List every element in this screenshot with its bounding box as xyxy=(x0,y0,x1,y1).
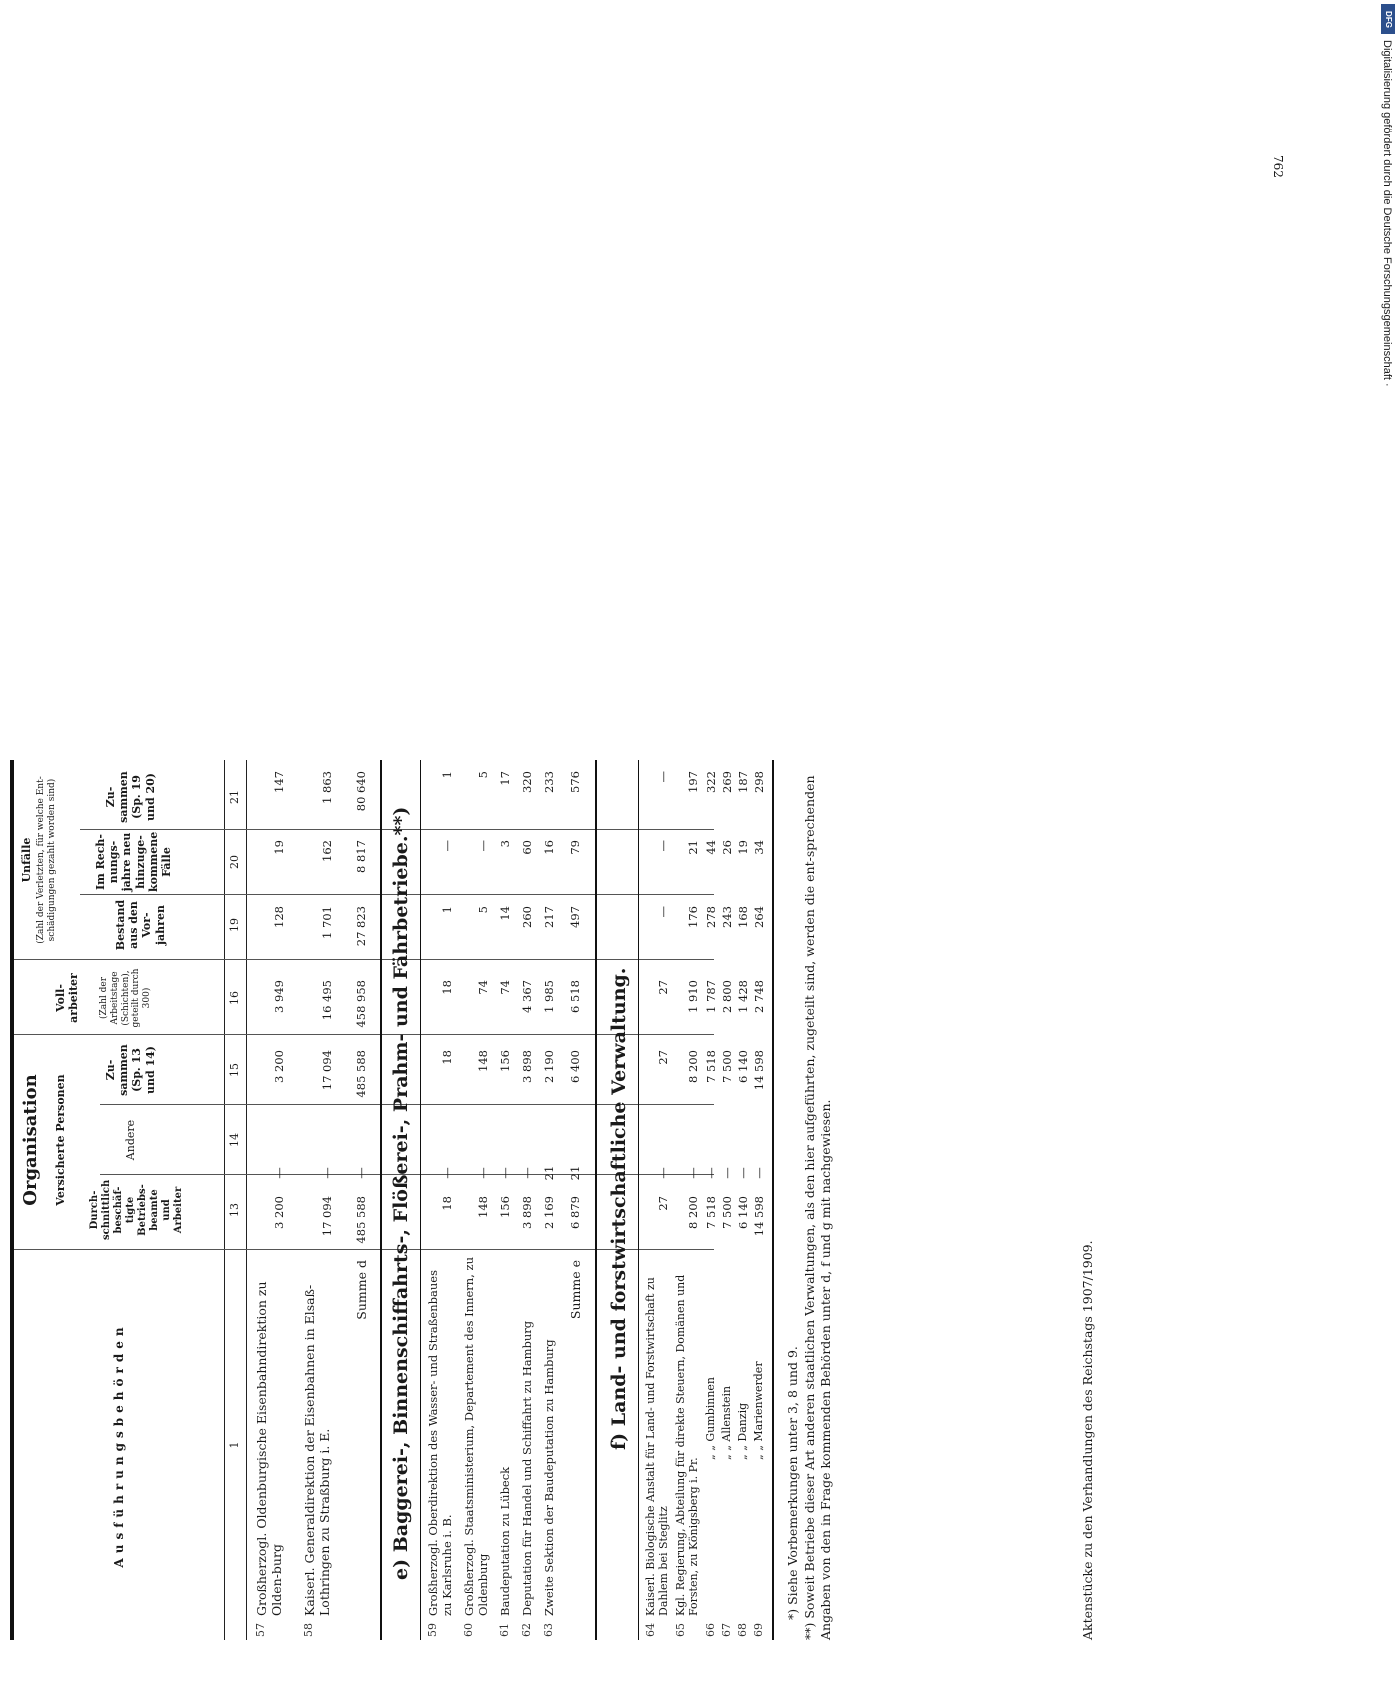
cell-c21: 80 640 xyxy=(354,771,368,812)
colnum-21: 21 xyxy=(228,790,241,804)
row-number: 65 xyxy=(674,1623,687,1637)
cell-c15: 6 140 xyxy=(736,1050,750,1083)
cell-c20: 19 xyxy=(272,840,286,855)
cell-c14: — xyxy=(498,1167,512,1179)
row-label: Deputation für Handel und Schiffahrt zu Hamburg xyxy=(520,1320,534,1616)
cell-c21: 197 xyxy=(686,771,700,793)
row-number: 63 xyxy=(542,1623,555,1637)
cell-c13: 485 588 xyxy=(354,1196,368,1244)
cell-c14: — xyxy=(440,1167,454,1179)
table-row xyxy=(424,760,458,1640)
section-e-top-rule xyxy=(420,760,421,1640)
colnum-15: 15 xyxy=(228,1063,241,1077)
cell-c14: — xyxy=(686,1167,700,1179)
row-number: 66 xyxy=(704,1623,717,1637)
cell-c13: 3 898 xyxy=(520,1196,534,1229)
cell-c20: 16 xyxy=(542,840,556,855)
cell-c15: 7 500 xyxy=(720,1050,734,1083)
cell-c16: 74 xyxy=(476,980,490,995)
table-row xyxy=(752,760,768,1640)
cell-c19: 176 xyxy=(686,906,700,928)
cell-c21: 320 xyxy=(520,771,534,793)
row-number: 59 xyxy=(426,1623,439,1637)
col-header-16: (Zahl der Arbeitstage (Schichten), geteilt durch 300) xyxy=(99,968,153,1028)
colnum-14: 14 xyxy=(228,1133,241,1147)
cell-c13: 156 xyxy=(498,1196,512,1218)
cell-c14: — xyxy=(720,1167,734,1179)
section-f-top-rule xyxy=(638,760,639,1640)
cell-c20: 8 817 xyxy=(354,840,368,873)
section-e-bottom-rule xyxy=(595,760,597,1640)
cell-c19: — xyxy=(656,906,670,918)
cell-c21: 147 xyxy=(272,771,286,793)
cell-c14: — xyxy=(656,1167,670,1179)
cell-c15: 156 xyxy=(498,1050,512,1072)
cell-c14: — xyxy=(520,1167,534,1179)
table-row xyxy=(642,760,672,1640)
cell-c20: 19 xyxy=(736,840,750,855)
cell-c21: 576 xyxy=(568,771,582,793)
cell-c13: 27 xyxy=(656,1196,670,1211)
row-label: Großherzogl. Oldenburgische Eisenbahndirektion zu Olden-burg xyxy=(254,1281,284,1616)
cell-c14: — xyxy=(736,1167,750,1179)
cell-c13: 14 598 xyxy=(752,1196,766,1237)
col-header-unfaelle: Unfälle xyxy=(20,837,33,883)
cell-c21: 187 xyxy=(736,771,750,793)
cell-c20: 34 xyxy=(752,840,766,855)
col-header-21: Zu-sammen (Sp. 19 und 20) xyxy=(104,771,157,823)
table-header xyxy=(14,760,247,1640)
cell-c19: 217 xyxy=(542,906,556,928)
bottom-source: Aktenstücke zu den Verhandlungen des Reichstags 1907/1909. xyxy=(1080,1240,1095,1640)
row-label: „ „ Allenstein xyxy=(720,1385,733,1460)
digitization-credit: Digitalisierung gefördert durch die Deutsche Forschungsgemeinschaft · xyxy=(1381,40,1393,387)
cell-c16: 27 xyxy=(656,980,670,995)
row-label: Kaiserl. Generaldirektion der Eisenbahnen in Elsaß-Lothringen zu Straßburg i. E. xyxy=(302,1284,332,1616)
cell-c13: 148 xyxy=(476,1196,490,1218)
row-label: Großherzogl. Oberdirektion des Wasser- und Straßenbaues zu Karlsruhe i. B. xyxy=(426,1270,454,1616)
cell-c21: 17 xyxy=(498,771,512,786)
cell-c19: 243 xyxy=(720,906,734,928)
cell-c13: 8 200 xyxy=(686,1196,700,1229)
colnum-rule xyxy=(224,760,225,1640)
sum-label: Summe e xyxy=(568,1260,583,1320)
cell-c21: 1 863 xyxy=(320,771,334,804)
cell-c20: 60 xyxy=(520,840,534,855)
cell-c16: 1 910 xyxy=(686,980,700,1013)
row-number: 69 xyxy=(752,1623,765,1637)
col-header-16-top: Voll-arbeiter xyxy=(54,973,81,1023)
col-header-14: Andere xyxy=(124,1119,137,1161)
cell-c20: 79 xyxy=(568,840,582,855)
cell-c14: 21 xyxy=(542,1165,556,1181)
sum-label: Summe d xyxy=(354,1260,369,1320)
cell-c16: 1 428 xyxy=(736,980,750,1013)
cell-c20: 21 xyxy=(686,840,700,855)
row-label: Großherzogl. Staatsministerium, Departement des Innern, zu Oldenburg xyxy=(462,1257,490,1616)
cell-c16: 3 949 xyxy=(272,980,286,1013)
section-e-heading: e) Baggerei-, Binnenschiffahrts-, Flößerei-, Prahm- und Fährbetriebe.**) xyxy=(390,806,412,1580)
cell-c13: 7 518 xyxy=(704,1196,718,1229)
footnote-2: **) Soweit Betriebe dieser Art anderen staatlichen Verwaltungen, als den hier aufgeführten, zugeteilt sind, werden die ent-sprechenden Angaben von den in Frage kommenden Behörden unter d, f und g mit nachgewiesen. xyxy=(802,775,833,1640)
cell-c19: 1 701 xyxy=(320,906,334,939)
cell-c15: 14 598 xyxy=(752,1050,766,1091)
cell-c16: 458 958 xyxy=(354,980,368,1028)
col-header-organisation: Organisation xyxy=(20,1074,41,1206)
row-label: Kaiserl. Biologische Anstalt für Land- und Forstwirtschaft zu Dahlem bei Steglitz xyxy=(644,1277,670,1616)
cell-c15: 485 588 xyxy=(354,1050,368,1098)
cell-c16: 1 985 xyxy=(542,980,556,1013)
section-f-heading: f) Land- und forstwirtschaftliche Verwaltung. xyxy=(608,967,630,1450)
cell-c13: 2 169 xyxy=(542,1196,556,1229)
cell-c16: 1 787 xyxy=(704,980,718,1013)
row-label: Zweite Sektion der Baudeputation zu Hamburg xyxy=(542,1339,556,1616)
cell-c13: 7 500 xyxy=(720,1196,734,1229)
cell-c16: 16 495 xyxy=(320,980,334,1021)
cell-c20: 44 xyxy=(704,840,718,855)
sum-row xyxy=(348,760,378,1640)
cell-c20: 3 xyxy=(498,840,512,848)
dfg-logo-icon xyxy=(1381,4,1395,34)
cell-c15: 2 190 xyxy=(542,1050,556,1083)
cell-c16: 4 367 xyxy=(520,980,534,1013)
row-label: „ „ Gumbinnen xyxy=(704,1376,717,1460)
cell-c19: 128 xyxy=(272,906,286,928)
table-row xyxy=(300,760,344,1640)
table-row xyxy=(720,760,736,1640)
cell-c21: 5 xyxy=(476,771,490,779)
row-number: 67 xyxy=(720,1623,733,1637)
cell-c16: 18 xyxy=(440,980,454,995)
cell-c20: 26 xyxy=(720,840,734,855)
cell-c15: 17 094 xyxy=(320,1050,334,1091)
dfg-logo-text: DFG xyxy=(1383,10,1393,28)
cell-c19: 497 xyxy=(568,906,582,928)
row-number: 62 xyxy=(520,1623,533,1637)
cell-c16: 2 748 xyxy=(752,980,766,1013)
cell-c19: 27 823 xyxy=(354,906,368,947)
cell-c21: 269 xyxy=(720,771,734,793)
cell-c20: 162 xyxy=(320,840,334,862)
cell-c21: 233 xyxy=(542,771,556,793)
table-row xyxy=(518,760,538,1640)
row-number: 57 xyxy=(254,1623,267,1637)
footnote-1: *) Siehe Vorbemerkungen unter 3, 8 und 9. xyxy=(785,1346,800,1620)
cell-c15: 6 400 xyxy=(568,1050,582,1083)
table-bottom-rule xyxy=(772,760,774,1640)
row-label: Kgl. Regierung, Abteilung für direkte Steuern, Domänen und Forsten, zu Königsberg i. Pr. xyxy=(674,1274,700,1616)
row-number: 68 xyxy=(736,1623,749,1637)
col-header-versicherte: Versicherte Personen xyxy=(54,1074,67,1206)
cell-c19: 168 xyxy=(736,906,750,928)
table-row xyxy=(496,760,516,1640)
colnum-20: 20 xyxy=(228,855,241,869)
cell-c13: 17 094 xyxy=(320,1196,334,1237)
cell-c15: 27 xyxy=(656,1050,670,1065)
cell-c14: 21 xyxy=(568,1165,582,1181)
cell-c21: — xyxy=(656,771,670,783)
table-row xyxy=(704,760,720,1640)
cell-c20: — xyxy=(440,840,454,852)
cell-c14: — xyxy=(320,1167,334,1179)
row-number: 58 xyxy=(302,1623,315,1637)
cell-c14: — xyxy=(476,1167,490,1179)
cell-c13: 6 879 xyxy=(568,1196,582,1229)
cell-c15: 7 518 xyxy=(704,1050,718,1083)
table-row xyxy=(540,760,560,1640)
cell-c21: 298 xyxy=(752,771,766,793)
sum-row xyxy=(564,760,590,1640)
colnum-1: 1 xyxy=(228,1441,241,1449)
cell-c14: — xyxy=(354,1167,368,1179)
cell-c14: — xyxy=(752,1167,766,1179)
col-header-unfaelle-sub: (Zahl der Verletzten, für welche Ent-schädigungen gezahlt worden sind) xyxy=(36,776,57,944)
row-number: 61 xyxy=(498,1623,511,1637)
cell-c15: 3 898 xyxy=(520,1050,534,1083)
row-label: „ „ Marienwerder xyxy=(752,1361,765,1460)
cell-c15: 3 200 xyxy=(272,1050,286,1083)
cell-c15: 18 xyxy=(440,1050,454,1065)
cell-c15: 148 xyxy=(476,1050,490,1072)
cell-c20: — xyxy=(656,840,670,852)
row-number: 64 xyxy=(644,1623,657,1637)
cell-c14: — xyxy=(272,1167,286,1179)
col-header-13: Durch-schnittlich beschäf-tigte Betriebs-beamte und Arbeiter xyxy=(89,1179,184,1240)
cell-c13: 3 200 xyxy=(272,1196,286,1229)
cell-c19: 14 xyxy=(498,906,512,921)
rotated-page xyxy=(0,700,1197,1700)
section-d-bottom-rule xyxy=(380,760,382,1640)
colnum-16: 16 xyxy=(228,991,241,1005)
cell-c19: 278 xyxy=(704,906,718,928)
table-row xyxy=(252,760,296,1640)
col-header-19: Bestand aus den Vor-jahren xyxy=(114,899,167,951)
colnum-13: 13 xyxy=(228,1203,241,1217)
cell-c20: — xyxy=(476,840,490,852)
cell-c14: — xyxy=(704,1167,718,1179)
cell-c16: 6 518 xyxy=(568,980,582,1013)
printed-page-number: 762 xyxy=(1271,155,1285,178)
row-number: 60 xyxy=(462,1623,475,1637)
table-row xyxy=(460,760,494,1640)
col-header-behoerden: Ausführungsbehörden xyxy=(14,1249,224,1640)
cell-c13: 18 xyxy=(440,1196,454,1211)
cell-c19: 264 xyxy=(752,906,766,928)
cell-c19: 5 xyxy=(476,906,490,914)
cell-c16: 74 xyxy=(498,980,512,995)
table-row xyxy=(672,760,702,1640)
col-header-20: Im Rech-nungs-jahre neu hinzuge-kommene Fälle xyxy=(94,831,173,892)
cell-c19: 1 xyxy=(440,906,454,914)
cell-c16: 2 800 xyxy=(720,980,734,1013)
colnum-19: 19 xyxy=(228,918,241,932)
row-label: Baudeputation zu Lübeck xyxy=(498,1466,512,1616)
row-label: „ „ Danzig xyxy=(736,1402,749,1460)
cell-c21: 322 xyxy=(704,771,718,793)
table-row xyxy=(736,760,752,1640)
cell-c21: 1 xyxy=(440,771,454,779)
cell-c13: 6 140 xyxy=(736,1196,750,1229)
cell-c19: 260 xyxy=(520,906,534,928)
cell-c15: 8 200 xyxy=(686,1050,700,1083)
col-header-15: Zu-sammen (Sp. 13 und 14) xyxy=(104,1044,157,1096)
